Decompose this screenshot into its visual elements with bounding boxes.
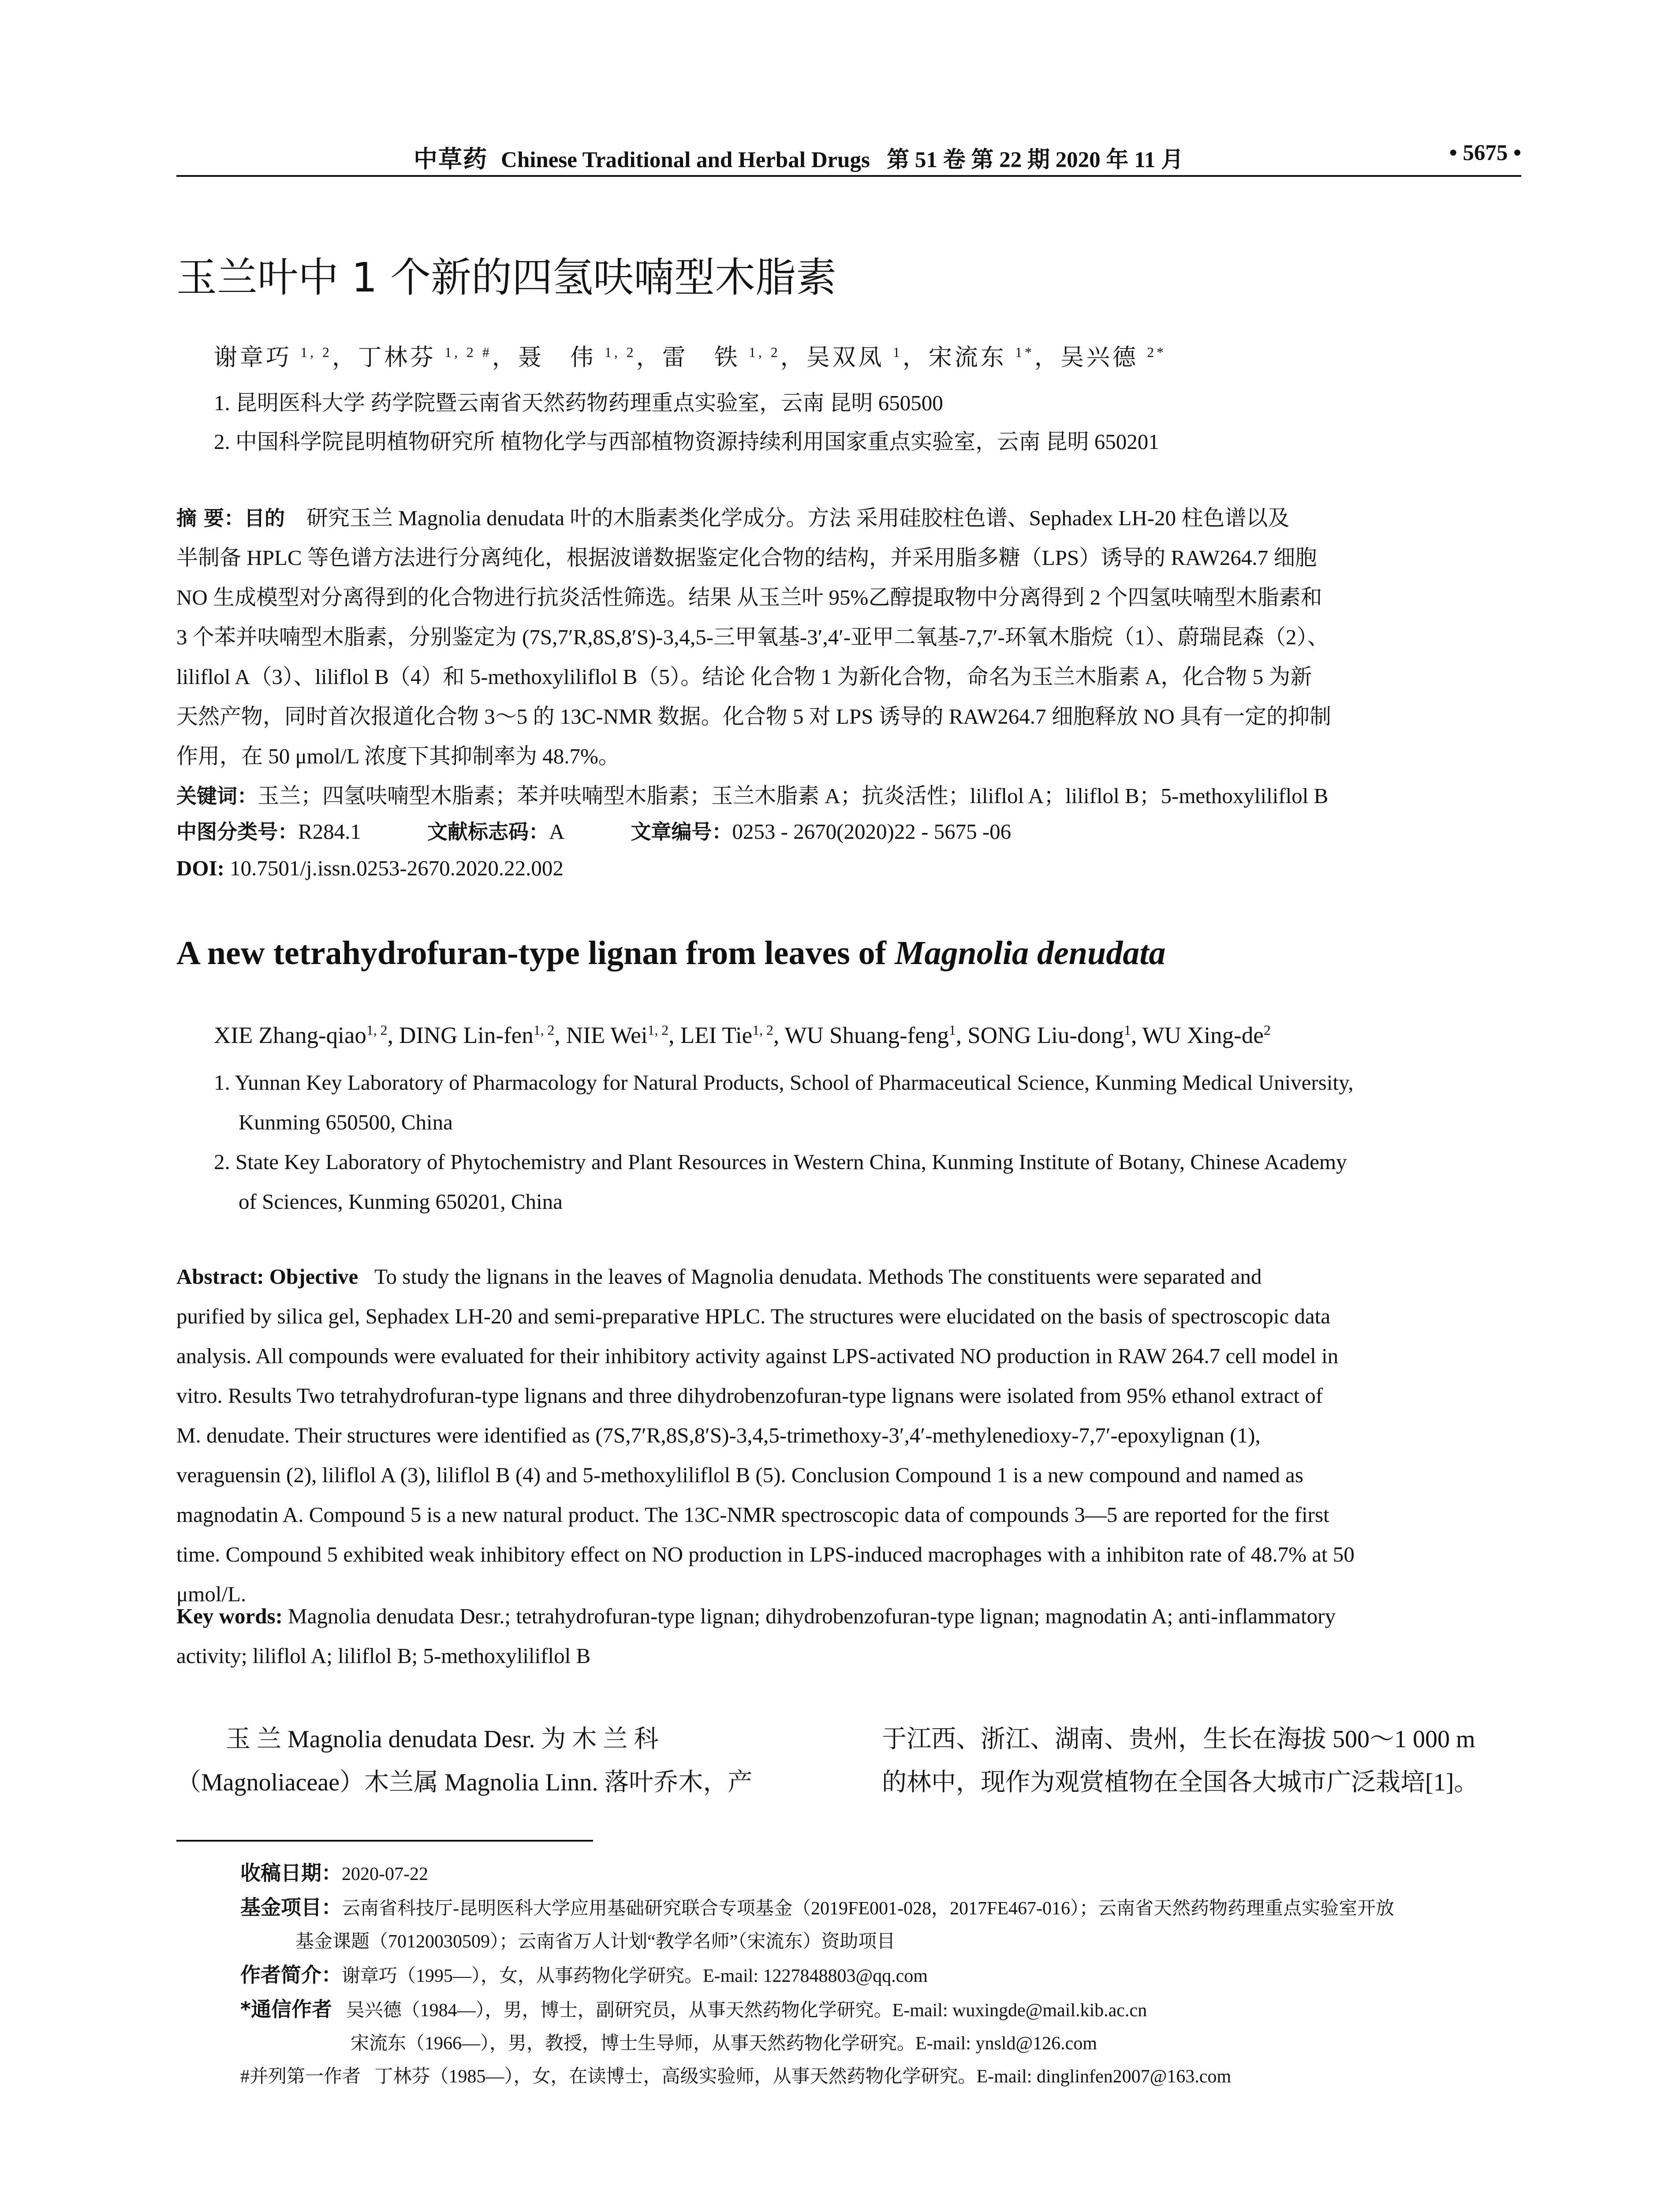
cn-title: 玉兰叶中 1 个新的四氢呋喃型木脂素 xyxy=(176,254,837,301)
doc-code-label: 文献标志码： xyxy=(427,820,549,844)
en-keywords-line: Magnolia denudata Desr.; tetrahydrofuran-type lignan; dihydrobenzofuran-type lignan; magnodatin A; anti-inflammatory xyxy=(288,1604,1336,1628)
cls-value: R284.1 xyxy=(298,819,361,844)
en-abstract-line: M. denudate. Their structures were identified as (7S,7′R,8S,8′S)-3,4,5-trimethoxy-3′,4′-methylenedioxy-7,7′-epoxylignan (1), xyxy=(176,1423,1261,1447)
en-keywords xyxy=(176,1596,1521,1676)
received-date: 2020-07-22 xyxy=(342,1864,428,1884)
en-keywords-line: activity; liliflol A; liliflol B; 5-methoxyliliflol B xyxy=(176,1644,591,1668)
doi-link[interactable]: 10.7501/j.issn.0253-2670.2020.22.002 xyxy=(230,856,564,880)
body-line: 的林中，现作为观赏植物在全国各大城市广泛栽培[1]。 xyxy=(882,1769,1479,1796)
en-abstract-line: μmol/L. xyxy=(176,1582,246,1606)
received-label: 收稿日期： xyxy=(240,1861,342,1885)
doi-label: DOI: xyxy=(176,856,224,880)
footnote-fund-cont: 基金课题（70120030509）；云南省万人计划“教学名师”（宋流东）资助项目 xyxy=(295,1932,896,1952)
en-authors: XIE Zhang-qiao$^{1, 2}$, DING Lin-fen$^{1, 2}$, NIE Wei$^{1, 2}$, LEI Tie$^{1, 2}$, WU Shuang-feng$^1$, SONG Liu-dong$^1$, WU Xing-$de^2$ xyxy=(214,1022,1271,1048)
en-title xyxy=(176,934,1165,972)
en-affiliation-1 xyxy=(214,1063,1521,1142)
en-affiliation-2 xyxy=(214,1142,1521,1222)
en-abstract-line: magnodatin A. Compound 5 is a new natural product. The 13C-NMR spectroscopic data of compounds 3—5 are reported for the first xyxy=(176,1502,1329,1527)
doi-line xyxy=(176,856,564,881)
body-line: （Magnoliaceae）木兰属 Magnolia Linn. 落叶乔木，产 xyxy=(176,1769,753,1796)
en-keywords-label: Key words: xyxy=(176,1604,283,1628)
en-abstract-line: analysis. All compounds were evaluated for their inhibitory activity against LPS-activated NO production in RAW 264.7 cell model in xyxy=(176,1344,1339,1368)
en-abstract-line: To study the lignans in the leaves of Magnolia denudata. Methods The constituents were separated and xyxy=(374,1264,1262,1289)
cn-abstract-line: 研究玉兰 Magnolia denudata 叶的木脂素类化学成分。方法 采用硅胶柱色谱、Sephadex LH-20 柱色谱以及 xyxy=(306,506,1290,530)
body-column-right xyxy=(882,1718,1521,1804)
cn-abstract-line: 天然产物，同时首次报道化合物 3～5 的 13C-NMR 数据。化合物 5 对 LPS 诱导的 RAW264.7 细胞释放 NO 具有一定的抑制 xyxy=(176,704,1331,729)
cn-authors: 谢章巧 $^{1, 2}$，丁林芬 $^{1, 2 \#}$，聂 伟 $^{1, 2}$，雷 铁 $^{1, 2}$，吴双凤 $^1$，宋流东 $^{1*}$，吴兴德 $^{2*}$ xyxy=(214,344,1166,370)
footnote-author xyxy=(176,1958,1521,1993)
fund-text: 云南省科技厅-昆明医科大学应用基础研究联合专项基金（2019FE001-028，2017FE467-016）；云南省天然药物药理重点实验室开放 xyxy=(342,1899,1394,1919)
body-line: 玉 兰 Magnolia denudata Desr. 为 木 兰 科 xyxy=(226,1726,659,1753)
en-abstract-line: vitro. Results Two tetrahydrofuran-type lignans and three dihydrobenzofuran-type lignans were isolated from 95% ethanol extract of xyxy=(176,1383,1323,1408)
cofirst-text: 丁林芬（1985—），女，在读博士，高级实验师，从事天然药物化学研究。E-mail: dinglinfen2007@163.com xyxy=(374,2067,1232,2087)
article-number-value: 0253 - 2670(2020)22 - 5675 -06 xyxy=(732,819,1012,844)
footnote-received xyxy=(176,1857,1521,1891)
cls-label: 中图分类号： xyxy=(176,820,298,844)
en-aff2-line: 2. State Key Laboratory of Phytochemistry and Plant Resources in Western China, Kunming Institute of Botany, Chinese Academy xyxy=(214,1150,1347,1174)
cn-keywords-text: 玉兰；四氢呋喃型木脂素；苯并呋喃型木脂素；玉兰木脂素 A；抗炎活性；liliflol A；liliflol B；5-methoxyliliflol B xyxy=(258,784,1329,808)
journal-masthead xyxy=(414,140,1183,174)
corresponding-label: *通信作者 xyxy=(240,1997,332,2021)
author-label: 作者简介： xyxy=(240,1963,342,1987)
page-number: • 5675 • xyxy=(1449,141,1521,165)
en-aff1-line: Kunming 650500, China xyxy=(239,1110,453,1134)
cn-affiliation-2: 2. 中国科学院昆明植物研究所 植物化学与西部植物资源持续利用国家重点实验室，云南 昆明 650201 xyxy=(214,430,1159,454)
corresponding-text: 吴兴德（1984—），男，博士，副研究员，从事天然药物化学研究。E-mail: wuxingde@mail.kib.ac.cn xyxy=(346,2000,1147,2021)
footnote-corresponding xyxy=(176,1993,1521,2027)
cn-abstract-line: 3 个苯并呋喃型木脂素，分别鉴定为 (7S,7′R,8S,8′S)-3,4,5-三甲氧基-3′,4′-亚甲二氧基-7,7′-环氧木脂烷（1）、蔚瑞昆森（2）、 xyxy=(176,625,1329,649)
cn-affiliation-1: 1. 昆明医科大学 药学院暨云南省天然药物药理重点实验室，云南 昆明 650500 xyxy=(214,391,943,415)
cn-keywords-label: 关键词： xyxy=(176,784,258,808)
header-rule xyxy=(176,175,1521,177)
en-aff1-line: 1. Yunnan Key Laboratory of Pharmacology for Natural Products, School of Pharmaceutical Science, Kunming Medical University, xyxy=(214,1070,1354,1095)
en-title-text: A new tetrahydrofuran-type lignan from leaves of xyxy=(176,934,895,972)
fund-label: 基金项目： xyxy=(240,1895,342,1919)
en-aff2-line: of Sciences, Kunming 650201, China xyxy=(239,1189,563,1214)
en-abstract xyxy=(176,1257,1521,1614)
cofirst-label: #并列第一作者 xyxy=(240,2067,361,2087)
en-abstract-line: time. Compound 5 exhibited weak inhibitory effect on NO production in LPS-induced macrophages with a inhibiton rate of 48.7% at 50 xyxy=(176,1542,1355,1566)
cn-abstract xyxy=(176,498,1521,776)
article-number-label: 文章编号： xyxy=(631,820,732,844)
en-title-species: Magnolia denudata xyxy=(894,934,1166,972)
footnote-cofirst xyxy=(176,2060,1521,2093)
cn-abstract-line: liliflol A（3）、liliflol B（4）和 5-methoxyliliflol B（5）。结论 化合物 1 为新化合物，命名为玉兰木脂素 A，化合物 5 为新 xyxy=(176,665,1312,689)
cn-classification xyxy=(176,816,1521,845)
doc-code-value: A xyxy=(549,819,565,844)
en-abstract-line: purified by silica gel, Sephadex LH-20 and semi-preparative HPLC. The structures were elucidated on the basis of spectroscopic data xyxy=(176,1304,1331,1328)
cn-abstract-line: NO 生成模型对分离得到的化合物进行抗炎活性筛选。结果 从玉兰叶 95%乙醇提取物中分离得到 2 个四氢呋喃型木脂素和 xyxy=(176,585,1322,609)
en-abstract-label: Abstract: Objective xyxy=(176,1264,358,1289)
body-line: 于江西、浙江、湖南、贵州，生长在海拔 500～1 000 m xyxy=(882,1726,1475,1753)
journal-logo: 中草药 xyxy=(414,146,488,172)
footnotes xyxy=(176,1857,1521,2093)
en-abstract-line: veraguensin (2), liliflol A (3), liliflol B (4) and 5-methoxyliliflol B (5). Conclusion Compound 1 is a new compound and named as xyxy=(176,1463,1303,1487)
cn-keywords xyxy=(176,776,1521,816)
running-header xyxy=(176,140,1521,171)
author-text: 谢章巧（1995—），女，从事药物化学研究。E-mail: 1227848803@qq.com xyxy=(342,1966,928,1986)
journal-name: Chinese Traditional and Herbal Drugs xyxy=(501,148,870,172)
cn-abstract-line: 半制备 HPLC 等色谱方法进行分离纯化，根据波谱数据鉴定化合物的结构，并采用脂多糖（LPS）诱导的 RAW264.7 细胞 xyxy=(176,546,1317,570)
footnote-rule xyxy=(176,1840,593,1842)
cn-abstract-line: 作用，在 50 μmol/L 浓度下其抑制率为 48.7%。 xyxy=(176,744,620,768)
journal-issue: 第 51 卷 第 22 期 2020 年 11 月 xyxy=(887,148,1184,172)
cn-abstract-label: 摘 要：目的 xyxy=(176,506,285,530)
footnote-corresponding-2: 宋流东（1966—），男，教授，博士生导师，从事天然药物化学研究。E-mail: ynsld@126.com xyxy=(351,2033,1097,2054)
body-column-left xyxy=(176,1718,816,1804)
footnote-fund xyxy=(176,1891,1521,1925)
